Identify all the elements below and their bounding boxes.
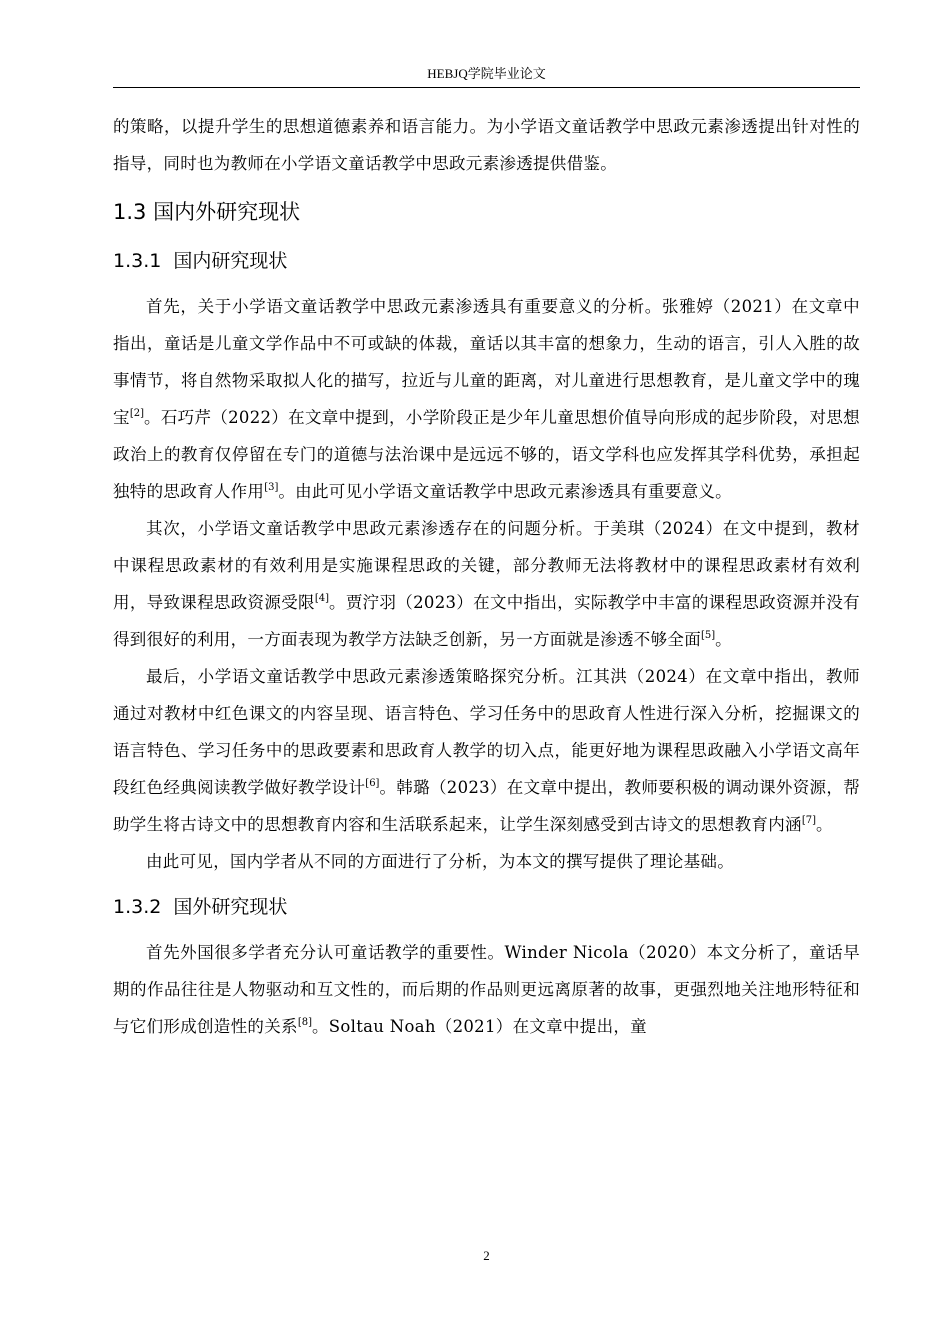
citation-8[interactable]: [8] — [297, 1017, 312, 1028]
subsection-title: 国外研究现状 — [173, 896, 288, 918]
paragraph-summary: 由此可见，国内学者从不同的方面进行了分析，为本文的撰写提供了理论基础。 — [146, 852, 734, 871]
citation-4[interactable]: [4] — [314, 593, 330, 604]
paragraph-text: 首先，关于小学语文童话教学中思政元素渗透具有重要意义的分析。张雅婷（2021）在文章中指出，童话是儿童文学作品中不可或缺的体裁，童话以其丰富的想象力，生动的语言，引人入胜的故事情节，将自然物采取拟人化的描写，拉近与儿童的距离，对儿童进行思想教育，是儿童文学中的瑰宝 — [113, 297, 860, 427]
paragraph-text: 。贾泞羽（2023）在文中指出，实际教学中丰富的课程思政资源并没有得到很好的利用，一方面表现为教学方法缺乏创新，另一方面就是渗透不够全面 — [113, 593, 860, 649]
header-rule — [113, 87, 860, 88]
paragraph-text: 。 — [815, 815, 833, 834]
citation-3[interactable]: [3] — [264, 482, 279, 493]
page-header: HEBJQ学院毕业论文 — [427, 66, 546, 81]
citation-2[interactable]: [2] — [129, 408, 144, 419]
paragraph-text: 。韩璐（2023）在文章中提出，教师要积极的调动课外资源，帮助学生将古诗文中的思想教育内容和生活联系起来，让学生深刻感受到古诗文的思想教育内涵 — [113, 778, 860, 834]
citation-6[interactable]: [6] — [365, 778, 380, 789]
subsection-number: 1.3.1 — [113, 250, 162, 272]
paragraph-problems — [113, 510, 860, 658]
paragraph-foreign — [113, 934, 860, 1045]
paragraph-text: 最后，小学语文童话教学中思政元素渗透策略探究分析。江其洪（2024）在文章中指出，教师通过对教材中红色课文的内容呈现、语言特色、学习任务中的思政育人性进行深入分析，挖掘课文的语言特色、学习任务中的思政要素和思政育人教学的切入点，能更好地为课程思政融入小学语文高年段红色经典阅读教学做好教学设计 — [113, 667, 860, 797]
paragraph-strategies — [113, 658, 860, 843]
paragraph-text: 。Soltau Noah（2021）在文章中提出，童 — [311, 1017, 647, 1036]
paragraph-text: 。石巧芹（2022）在文章中提到，小学阶段正是少年儿童思想价值导向形成的起步阶段，对思想政治上的教育仅停留在专门的道德与法治课中是远远不够的，语文学科也应发挥其学科优势，承担起独特的思政育人作用 — [113, 408, 860, 501]
paragraph-text: 。 — [715, 630, 732, 649]
section-heading-1-3: 1.3 国内外研究现状 — [113, 200, 301, 224]
paragraph-text: 首先外国很多学者充分认可童话教学的重要性。Winder Nicola（2020）本文分析了，童话早期的作品往往是人物驱动和互文性的，而后期的作品则更远离原著的故事，更强烈地关注地形特征和与它们形成创造性的关系 — [113, 943, 860, 1036]
paragraph-importance — [113, 288, 860, 510]
subsection-number: 1.3.2 — [113, 896, 162, 918]
paragraph-continuation: 的策略，以提升学生的思想道德素养和语言能力。为小学语文童话教学中思政元素渗透提出针对性的指导，同时也为教师在小学语文童话教学中思政元素渗透提供借鉴。 — [113, 117, 860, 173]
page-number: 2 — [483, 1248, 490, 1263]
paragraph-text: 其次，小学语文童话教学中思政元素渗透存在的问题分析。于美琪（2024）在文中提到，教材中课程思政素材的有效利用是实施课程思政的关键，部分教师无法将教材中的课程思政素材有效利用，导致课程思政资源受限 — [113, 519, 860, 612]
citation-5[interactable]: [5] — [701, 630, 716, 641]
citation-7[interactable]: [7] — [801, 815, 816, 826]
body-text — [113, 108, 860, 1045]
subsection-heading-1-3-1 — [113, 242, 860, 280]
subsection-heading-1-3-2 — [113, 888, 860, 926]
paragraph-text: 。由此可见小学语文童话教学中思政元素渗透具有重要意义。 — [278, 482, 732, 501]
subsection-title: 国内研究现状 — [173, 250, 288, 272]
